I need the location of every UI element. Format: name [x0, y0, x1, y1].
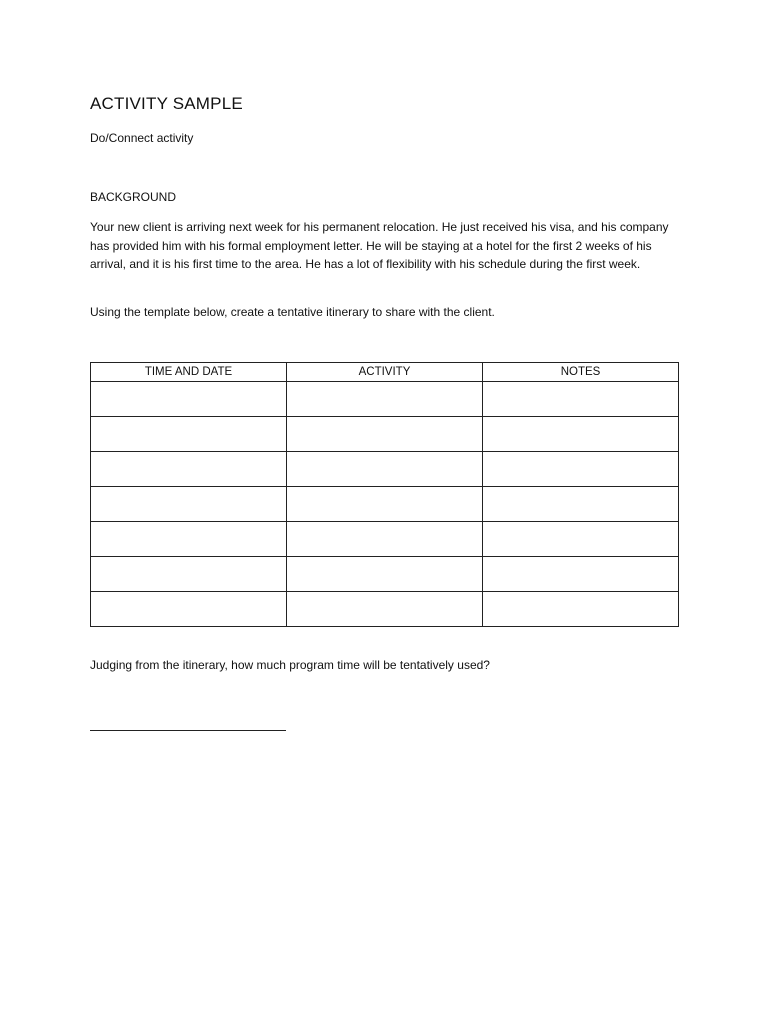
table-cell[interactable] [483, 522, 679, 557]
table-row [91, 452, 679, 487]
table-cell[interactable] [91, 557, 287, 592]
itinerary-body [91, 382, 679, 627]
table-cell[interactable] [287, 522, 483, 557]
table-row [91, 592, 679, 627]
header-time-and-date: TIME AND DATE [91, 363, 287, 382]
table-row [91, 417, 679, 452]
table-cell[interactable] [483, 557, 679, 592]
page-title: ACTIVITY SAMPLE [90, 94, 243, 113]
table-cell[interactable] [287, 382, 483, 417]
table-cell[interactable] [91, 487, 287, 522]
instruction-text: Using the template below, create a tentative itinerary to share with the client. [90, 305, 495, 319]
table-cell[interactable] [287, 417, 483, 452]
table-cell[interactable] [91, 452, 287, 487]
table-cell[interactable] [287, 592, 483, 627]
table-row [91, 522, 679, 557]
table-cell[interactable] [287, 557, 483, 592]
table-cell[interactable] [287, 487, 483, 522]
answer-blank-line[interactable] [90, 730, 286, 731]
background-paragraph: Your new client is arriving next week for his permanent relocation. He just received his visa, and his company has provided him with his formal employment letter. He will be staying at a hotel for the first 2 weeks of his arrival, and it is his first time to the area. He has a lot of flexibility with his schedule during the first week. [90, 220, 669, 272]
table-cell[interactable] [91, 592, 287, 627]
table-header-row [91, 363, 679, 382]
table-row [91, 557, 679, 592]
table-cell[interactable] [483, 487, 679, 522]
table-cell[interactable] [287, 452, 483, 487]
table-row [91, 487, 679, 522]
header-notes: NOTES [483, 363, 679, 382]
table-cell[interactable] [91, 382, 287, 417]
table-cell[interactable] [483, 592, 679, 627]
table-cell[interactable] [91, 522, 287, 557]
itinerary-table [90, 362, 679, 627]
header-activity: ACTIVITY [287, 363, 483, 382]
table-cell[interactable] [483, 382, 679, 417]
question-text: Judging from the itinerary, how much program time will be tentatively used? [90, 658, 490, 672]
activity-subtitle: Do/Connect activity [90, 131, 194, 145]
background-heading: BACKGROUND [90, 190, 177, 204]
table-row [91, 382, 679, 417]
table-cell[interactable] [483, 452, 679, 487]
table-cell[interactable] [91, 417, 287, 452]
table-cell[interactable] [483, 417, 679, 452]
